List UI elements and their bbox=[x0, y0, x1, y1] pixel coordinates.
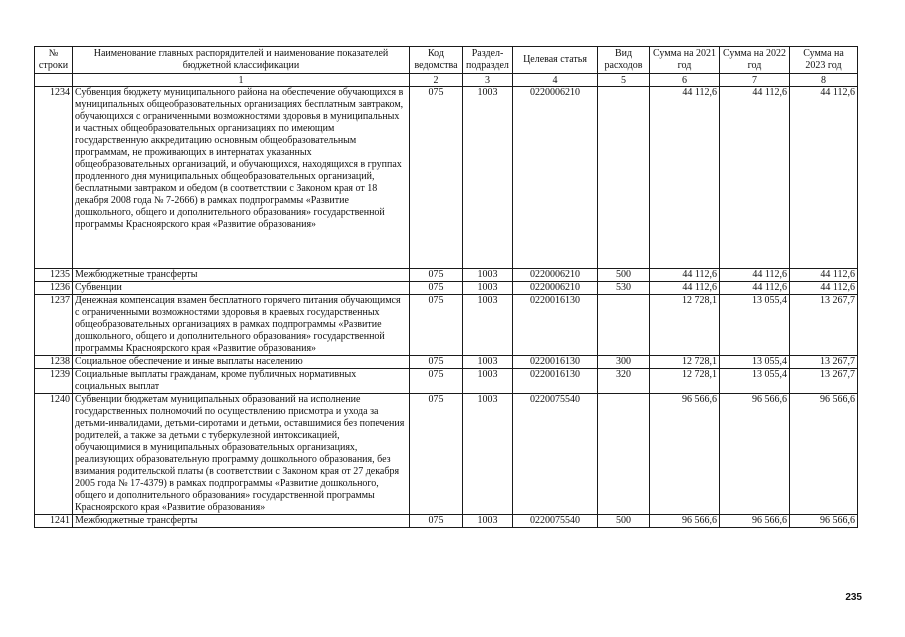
column-number: 7 bbox=[720, 74, 790, 87]
expense-type: 500 bbox=[598, 269, 650, 282]
page-number: 235 bbox=[845, 592, 862, 603]
sum-2022: 13 055,4 bbox=[720, 356, 790, 369]
sum-2023: 13 267,7 bbox=[790, 295, 858, 356]
column-number: 3 bbox=[463, 74, 513, 87]
sum-2023: 44 112,6 bbox=[790, 87, 858, 269]
dept-code: 075 bbox=[410, 394, 463, 515]
expense-type: 300 bbox=[598, 356, 650, 369]
sum-2021: 12 728,1 bbox=[650, 356, 720, 369]
dept-code: 075 bbox=[410, 295, 463, 356]
row-name: Социальные выплаты гражданам, кроме публичных нормативных социальных выплат bbox=[73, 369, 410, 394]
section-code: 1003 bbox=[463, 356, 513, 369]
expense-type: 500 bbox=[598, 515, 650, 528]
row-name: Межбюджетные трансферты bbox=[73, 515, 410, 528]
sum-2021: 44 112,6 bbox=[650, 282, 720, 295]
sum-2022: 96 566,6 bbox=[720, 515, 790, 528]
section-code: 1003 bbox=[463, 369, 513, 394]
header-sum-2023: Сумма на 2023 год bbox=[790, 47, 858, 74]
row-number: 1235 bbox=[35, 269, 73, 282]
section-code: 1003 bbox=[463, 515, 513, 528]
sum-2023: 13 267,7 bbox=[790, 369, 858, 394]
column-number bbox=[35, 74, 73, 87]
section-code: 1003 bbox=[463, 394, 513, 515]
table-row bbox=[35, 282, 858, 295]
expense-type bbox=[598, 394, 650, 515]
target-item: 0220016130 bbox=[513, 295, 598, 356]
expense-type bbox=[598, 87, 650, 269]
dept-code: 075 bbox=[410, 369, 463, 394]
row-number: 1239 bbox=[35, 369, 73, 394]
dept-code: 075 bbox=[410, 356, 463, 369]
expense-type bbox=[598, 295, 650, 356]
column-number: 8 bbox=[790, 74, 858, 87]
expense-type: 320 bbox=[598, 369, 650, 394]
sum-2023: 96 566,6 bbox=[790, 394, 858, 515]
dept-code: 075 bbox=[410, 269, 463, 282]
column-number: 4 bbox=[513, 74, 598, 87]
target-item: 0220016130 bbox=[513, 369, 598, 394]
sum-2022: 44 112,6 bbox=[720, 87, 790, 269]
row-number: 1238 bbox=[35, 356, 73, 369]
target-item: 0220006210 bbox=[513, 282, 598, 295]
row-name: Социальное обеспечение и иные выплаты населению bbox=[73, 356, 410, 369]
section-code: 1003 bbox=[463, 269, 513, 282]
target-item: 0220075540 bbox=[513, 394, 598, 515]
header-row bbox=[35, 47, 858, 74]
sum-2022: 13 055,4 bbox=[720, 369, 790, 394]
table-row bbox=[35, 394, 858, 515]
row-name: Субвенция бюджету муниципального района на обеспечение обучающихся в муниципальных общеобразовательных организациях бесплатным завтраком, обучающихся с ограниченными возможностями здоровья в муниципальных и частных общеобразовательных организациях по имеющим государственную аккредитацию основным общеобразовательным программам, не проживающих в интернатах указанных общеобразовательных организаций, и обучающихся, находящихся в группах продленного дня муниципальных общеобразовательных организаций, бесплатными завтраком и обедом (в соответствии с Законом края от 18 декабря 2008 года № 7-2666) в рамках подпрограммы «Развитие дошкольного, общего и дополнительного образования» государственной программы Красноярского края «Развитие образования» bbox=[73, 87, 410, 269]
dept-code: 075 bbox=[410, 87, 463, 269]
row-number: 1241 bbox=[35, 515, 73, 528]
section-code: 1003 bbox=[463, 87, 513, 269]
row-name: Межбюджетные трансферты bbox=[73, 269, 410, 282]
table-row bbox=[35, 515, 858, 528]
row-number: 1234 bbox=[35, 87, 73, 269]
row-number: 1240 bbox=[35, 394, 73, 515]
row-name: Денежная компенсация взамен бесплатного горячего питания обучающимся с ограниченными возможностями здоровья в краевых государственных общеобразовательных организациях в рамках подпрограммы «Развитие дошкольного, общего и дополнительного образования» государственной программы Красноярского края «Развитие образования» bbox=[73, 295, 410, 356]
sum-2022: 44 112,6 bbox=[720, 282, 790, 295]
target-item: 0220016130 bbox=[513, 356, 598, 369]
sum-2023: 44 112,6 bbox=[790, 282, 858, 295]
header-dept-code: Код ведомства bbox=[410, 47, 463, 74]
header-sum-2021: Сумма на 2021 год bbox=[650, 47, 720, 74]
column-number: 6 bbox=[650, 74, 720, 87]
budget-table bbox=[34, 46, 858, 528]
dept-code: 075 bbox=[410, 282, 463, 295]
header-section: Раздел-подраздел bbox=[463, 47, 513, 74]
sum-2022: 13 055,4 bbox=[720, 295, 790, 356]
target-item: 0220006210 bbox=[513, 87, 598, 269]
table-row bbox=[35, 269, 858, 282]
section-code: 1003 bbox=[463, 295, 513, 356]
section-code: 1003 bbox=[463, 282, 513, 295]
header-expense-type: Вид расходов bbox=[598, 47, 650, 74]
row-name: Субвенции bbox=[73, 282, 410, 295]
sum-2021: 96 566,6 bbox=[650, 394, 720, 515]
header-sum-2022: Сумма на 2022 год bbox=[720, 47, 790, 74]
target-item: 0220075540 bbox=[513, 515, 598, 528]
target-item: 0220006210 bbox=[513, 269, 598, 282]
sum-2021: 96 566,6 bbox=[650, 515, 720, 528]
table-row bbox=[35, 369, 858, 394]
sum-2023: 96 566,6 bbox=[790, 515, 858, 528]
sum-2023: 13 267,7 bbox=[790, 356, 858, 369]
sum-2021: 44 112,6 bbox=[650, 269, 720, 282]
row-number: 1237 bbox=[35, 295, 73, 356]
sum-2023: 44 112,6 bbox=[790, 269, 858, 282]
sum-2022: 96 566,6 bbox=[720, 394, 790, 515]
row-number: 1236 bbox=[35, 282, 73, 295]
table-row bbox=[35, 356, 858, 369]
column-number: 5 bbox=[598, 74, 650, 87]
sum-2021: 12 728,1 bbox=[650, 295, 720, 356]
header-target-item: Целевая статья bbox=[513, 47, 598, 74]
budget-table-sheet bbox=[34, 46, 858, 528]
expense-type: 530 bbox=[598, 282, 650, 295]
header-row-number: № строки bbox=[35, 47, 73, 74]
column-number: 1 bbox=[73, 74, 410, 87]
header-name: Наименование главных распорядителей и наименование показателей бюджетной классификации bbox=[73, 47, 410, 74]
column-number: 2 bbox=[410, 74, 463, 87]
table-row bbox=[35, 87, 858, 269]
sum-2021: 12 728,1 bbox=[650, 369, 720, 394]
sum-2021: 44 112,6 bbox=[650, 87, 720, 269]
dept-code: 075 bbox=[410, 515, 463, 528]
column-number-row bbox=[35, 74, 858, 87]
row-name: Субвенции бюджетам муниципальных образований на исполнение государственных полномочий по осуществлению присмотра и ухода за детьми-инвалидами, детьми-сиротами и детьми, оставшимися без попечения родителей, а также за детьми с туберкулезной интоксикацией, обучающимися в муниципальных образовательных организациях, реализующих образовательную программу дошкольного образования, без взимания родительской платы (в соответствии с Законом края от 27 декабря 2005 года № 17-4379) в рамках подпрограммы «Развитие дошкольного, общего и дополнительного образования» государственной программы Красноярского края «Развитие образования» bbox=[73, 394, 410, 515]
sum-2022: 44 112,6 bbox=[720, 269, 790, 282]
table-row bbox=[35, 295, 858, 356]
